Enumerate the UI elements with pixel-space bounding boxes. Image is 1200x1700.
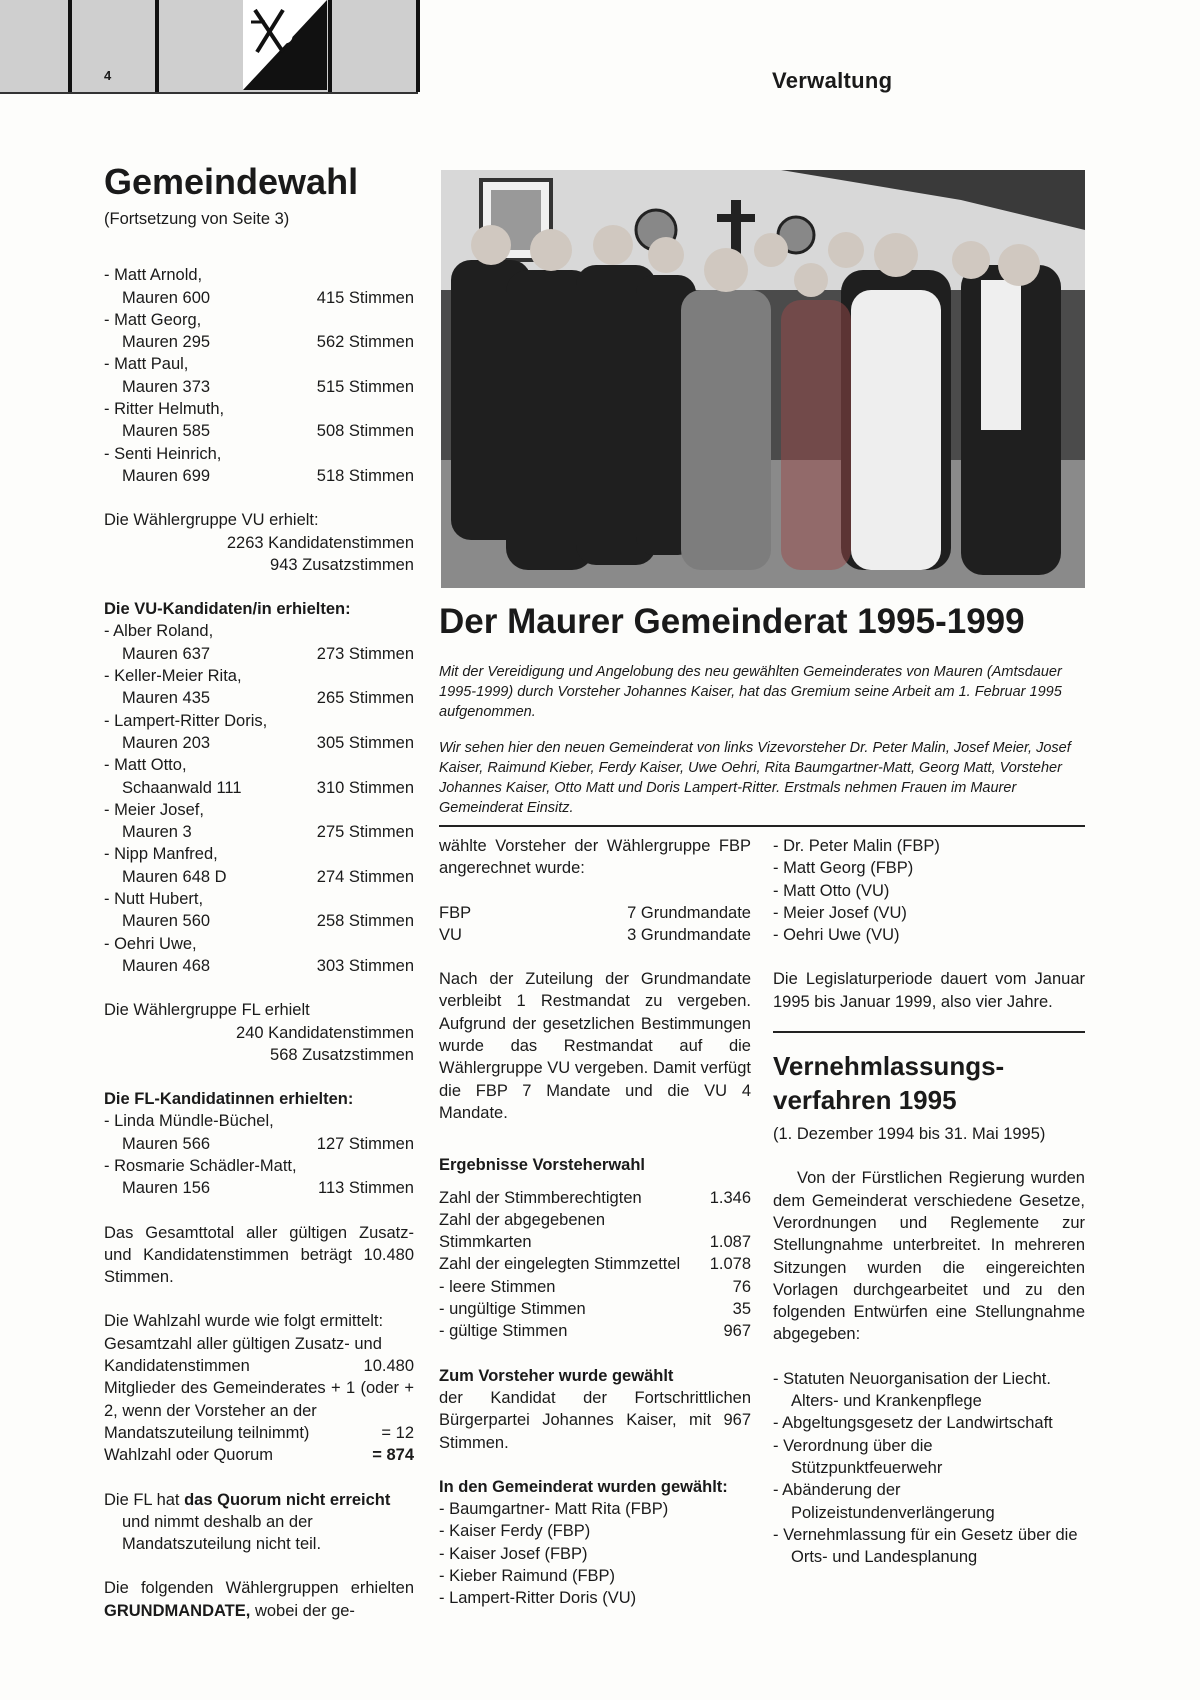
- table-row: Zahl der eingelegten Stimmzettel 1.078: [439, 1255, 751, 1274]
- list-item: - Kaiser Josef (FBP): [439, 1544, 588, 1563]
- table-row: - leere Stimmen 76: [439, 1277, 751, 1296]
- mandate-table: [439, 902, 751, 947]
- gewaehlt-heading: In den Gemeinderat wurden gewählt:: [439, 1477, 728, 1496]
- article-subtitle: (Fortsetzung von Seite 3): [104, 210, 290, 228]
- restmandat-paragraph: Nach der Zuteilung der Grundmandate verbleibt 1 Restmandat zu vergeben. Aufgrund der gesetzlichen Bestimmungen wurde das Restmandat auf die Wählergruppe VU vergeben. Damit verfügt die FBP 7 Mandate und die VU 4 Mandate.: [439, 970, 751, 1122]
- left-column: [104, 160, 414, 1622]
- list-item: - Matt Arnold, Mauren 600 415 Stimmen: [104, 266, 414, 307]
- list-item: - Dr. Peter Malin (FBP): [773, 837, 940, 855]
- council-headline: Der Maurer Gemeinderat 1995-1999: [439, 602, 1025, 641]
- results-heading: Ergebnisse Vorsteherwahl: [439, 1156, 646, 1175]
- list-item: - Alber Roland, Mauren 637 273 Stimmen: [104, 622, 414, 663]
- list-item: - Matt Georg, Mauren 295 562 Stimmen: [104, 310, 414, 352]
- total-paragraph: Das Gesamttotal aller gültigen Zusatz- und Kandidatenstimmen beträgt 10.480 Stimmen.: [104, 1223, 414, 1287]
- page-header: [0, 0, 1200, 92]
- council-group-photo: [441, 170, 1085, 588]
- list-item: - Oehri Uwe, Mauren 468 303 Stimmen: [104, 934, 414, 975]
- right-column: [773, 835, 1085, 1568]
- vernehmlassung-title-line2: verfahren 1995: [773, 1085, 957, 1116]
- list-item: - Meier Josef (VU): [773, 903, 907, 922]
- list-item: - Kieber Raimund (FBP): [439, 1567, 616, 1586]
- list-item: - Abänderung der Polizeistundenverlängerung: [773, 1481, 995, 1522]
- list-item: - Matt Otto, Schaanwald 111 310 Stimmen: [104, 756, 414, 797]
- table-row: FBP 7 Grundmandate: [439, 903, 751, 922]
- list-item: - Matt Otto (VU): [773, 881, 890, 900]
- middle-column: [439, 835, 751, 1610]
- table-row: - ungültige Stimmen 35: [439, 1300, 751, 1319]
- list-item: - Linda Mündle-Büchel, Mauren 566 127 Stimmen: [104, 1112, 414, 1153]
- list-item: - Matt Paul, Mauren 373 515 Stimmen: [104, 355, 414, 396]
- vorsteher-paragraph: der Kandidat der Fortschrittlichen Bürgerpartei Johannes Kaiser, mit 967 Stimmen.: [439, 1388, 751, 1452]
- table-row: - gültige Stimmen 967: [439, 1322, 751, 1341]
- grundmandate-paragraph: Die folgenden Wählergruppen erhielten GRUNDMANDATE, wobei der ge-: [104, 1579, 414, 1620]
- list-item: - Keller-Meier Rita, Mauren 435 265 Stimmen: [104, 667, 414, 708]
- page-number: 4: [104, 68, 112, 83]
- header-bar: [0, 0, 418, 94]
- photo-caption-names: Wir sehen hier den neuen Gemeinderat von links Vizevorsteher Dr. Peter Malin, Josef Meier, Josef Kaiser, Raimund Kieber, Ferdy Kaiser, Uwe Oehri, Rita Baumgartner-Matt, Georg Matt, Vorsteher Johannes Kaiser, Otto Matt und Doris Lampert-Ritter. Erstmals nehmen Frauen im Maurer Gemeinderat Einsitz.: [439, 740, 1071, 816]
- section-divider: [773, 1031, 1085, 1033]
- intro-paragraph: Von der Fürstlichen Regierung wurden dem Gemeinderat verschiedene Gesetze, Verordnungen und Reglemente zur Stellungnahme unterbreitet. In mehreren Sitzungen wurden die eingereichten Vorlagen durchgearbeitet und zu den folgenden Entwürfen eine Stellungnahme abgegeben:: [773, 1169, 1085, 1344]
- list-item: - Ritter Helmuth, Mauren 585 508 Stimmen: [104, 400, 414, 441]
- list-item: - Baumgartner- Matt Rita (FBP): [439, 1500, 669, 1519]
- table-row: Stimmkarten 1.087: [439, 1233, 751, 1252]
- header-divider: [328, 0, 332, 92]
- table-row: VU 3 Grundmandate: [439, 925, 751, 944]
- list-item: - Oehri Uwe (VU): [773, 926, 900, 945]
- vu-summary: Die Wählergruppe VU erhielt: 2263 Kandidatenstimmen 943 Zusatzstimmen: [104, 511, 414, 574]
- fl-quorum-paragraph: Die FL hat das Quorum nicht erreicht und nimmt deshalb an der Mandatszuteilung nicht teil.: [104, 1490, 391, 1554]
- article-title: Gemeindewahl: [104, 161, 359, 202]
- list-item: - Verordnung über die Stützpunktfeuerwehr: [773, 1436, 943, 1477]
- list-item: - Lampert-Ritter Doris (VU): [439, 1589, 637, 1608]
- list-item: - Abgeltungsgesetz der Landwirtschaft: [773, 1414, 1053, 1433]
- vernehmlassung-title: Vernehmlassungs-: [773, 1051, 1005, 1082]
- section-title: Verwaltung: [772, 68, 893, 93]
- vorsteher-heading: Zum Vorsteher wurde gewählt: [439, 1366, 674, 1385]
- list-item: - Statuten Neuorganisation der Liecht. Alters- und Krankenpflege: [773, 1369, 1051, 1411]
- list-item: - Rosmarie Schädler-Matt, Mauren 156 113 Stimmen: [104, 1156, 414, 1198]
- section-divider: [439, 825, 1085, 827]
- header-divider: [68, 0, 72, 92]
- list-item: - Vernehmlassung für ein Gesetz über die Orts- und Landesplanung: [773, 1525, 1078, 1567]
- continued-paragraph: wählte Vorsteher der Wählergruppe FBP angerechnet wurde:: [439, 837, 751, 878]
- vu-heading: Die VU-Kandidaten/in erhielten:: [104, 600, 351, 619]
- table-row: Zahl der Stimmberechtigten 1.346: [439, 1188, 751, 1207]
- list-item: - Kaiser Ferdy (FBP): [439, 1522, 591, 1541]
- results-table: [439, 1187, 751, 1343]
- list-item: - Lampert-Ritter Doris, Mauren 203 305 Stimmen: [104, 711, 414, 752]
- list-item: - Senti Heinrich, Mauren 699 518 Stimmen: [104, 444, 414, 485]
- header-divider: [416, 0, 420, 92]
- list-item: - Meier Josef, Mauren 3 275 Stimmen: [104, 800, 414, 842]
- list-item: - Nipp Manfred, Mauren 648 D 274 Stimmen: [104, 845, 414, 886]
- header-divider: [155, 0, 159, 92]
- fl-summary: Die Wählergruppe FL erhielt 240 Kandidatenstimmen 568 Zusatzstimmen: [104, 1001, 414, 1064]
- list-item: - Matt Georg (FBP): [773, 859, 914, 878]
- fbp-candidate-list: [104, 264, 414, 487]
- date-range: (1. Dezember 1994 bis 31. Mai 1995): [773, 1125, 1046, 1144]
- fl-heading: Die FL-Kandidatinnen erhielten:: [104, 1090, 354, 1109]
- vu-candidate-list: [104, 598, 414, 977]
- table-row: Zahl der abgegebenen: [439, 1210, 606, 1229]
- photo-caption: Mit der Vereidigung und Angelobung des neu gewählten Gemeinderates von Mauren (Amtsdauer 1995-1999) durch Vorsteher Johannes Kaiser, hat das Gremium seine Arbeit am 1. Februar 1995 aufgenommen.: [439, 664, 1062, 720]
- stellungnahme-list: [773, 1368, 1085, 1569]
- coat-of-arms-icon: [243, 0, 327, 90]
- fl-candidate-list: [104, 1088, 414, 1199]
- legislatur-paragraph: Die Legislaturperiode dauert vom Januar 1995 bis Januar 1999, also vier Jahre.: [773, 970, 1085, 1011]
- list-item: - Nutt Hubert, Mauren 560 258 Stimmen: [104, 890, 414, 931]
- wahlzahl-block: Die Wahlzahl wurde wie folgt ermittelt: Gesamtzahl aller gültigen Zusatz- und Kandidatenstimmen 10.480 Mitglieder des Gemeinderates + 1 (oder + 2, wenn der Vorsteher an der Mandatszuteilung teilnimmt) = 12 Wahlzahl oder Quorum = 874: [104, 1312, 414, 1465]
